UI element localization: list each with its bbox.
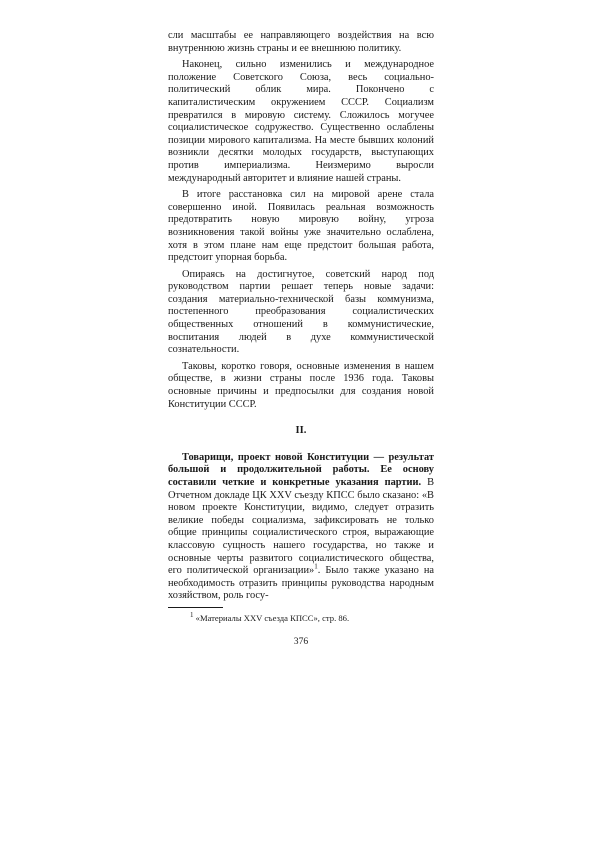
- footnote-divider: [168, 607, 223, 608]
- footnote-ref: 1: [314, 562, 318, 571]
- document-page: [168, 30, 434, 649]
- paragraph-5: Таковы, коротко говоря, основные изменения в нашем обществе, в жизни страны после 1936 года. Таковы основные причины и предпосылки для создания новой Конституции СССР.: [168, 360, 434, 410]
- paragraph-3: В итоге расстановка сил на мировой арене стала совершенно иной. Появилась реальная возможность предотвратить новую мировую войну, угроза возникновения такой войны уже значительно ослаблена, хотя в этом плане нам еще предстоит большая работа, предстоит упорная борьба.: [168, 189, 434, 264]
- paragraph-2: Наконец, сильно изменились и международное положение Советского Союза, весь социально-политический облик мира. Покончено с капиталистическим окружением СССР. Социализм превратился в мировую систему. Сложилось могучее социалистическое содружество. Существенно ослаблены позиции мирового капитализма. На месте бывших колоний возникли десятки молодых государств, выступающих против империализма. Неизмеримо выросли международный авторитет и влияние нашей страны.: [168, 59, 434, 184]
- section-body-before-ref: В Отчетном докладе ЦК XXV съезду КПСС было сказано: «В новом проекте Конституции, видимо, следует отразить великие победы социализма, зафиксировать не только общие принципы социалистического строя, выражающие классовую сущность нашего государства, но также и основные черты развитого социалистического общества, его политической организации»: [168, 477, 434, 577]
- page-number: 376: [293, 635, 309, 647]
- footnote: [168, 613, 434, 624]
- section-lead: Товарищи, проект новой Конституции — результат большой и продолжительной работы. Ее основу составили четкие и конкретные указания партии.: [168, 451, 434, 488]
- section-paragraph: [168, 452, 434, 603]
- paragraph-1: сли масштабы ее направляющего воздействия на всю внутреннюю жизнь страны и ее внешнюю политику.: [168, 30, 434, 54]
- paragraph-4: Опираясь на достигнутое, советский народ под руководством партии решает теперь новые задачи: создания материально-технической базы коммунизма, постепенного преобразования социалистических общественных отношений в коммунистические, воспитания людей в духе коммунистической сознательности.: [168, 268, 434, 356]
- footnote-text: «Материалы XXV съезда КПСС», стр. 86.: [193, 612, 350, 623]
- footnote-mark: 1: [190, 611, 194, 620]
- section-body-after-ref: . Было также указано на необходимость отразить принципы руководства народным хозяйством, роль госу-: [168, 565, 434, 602]
- section-number: II.: [295, 425, 307, 437]
